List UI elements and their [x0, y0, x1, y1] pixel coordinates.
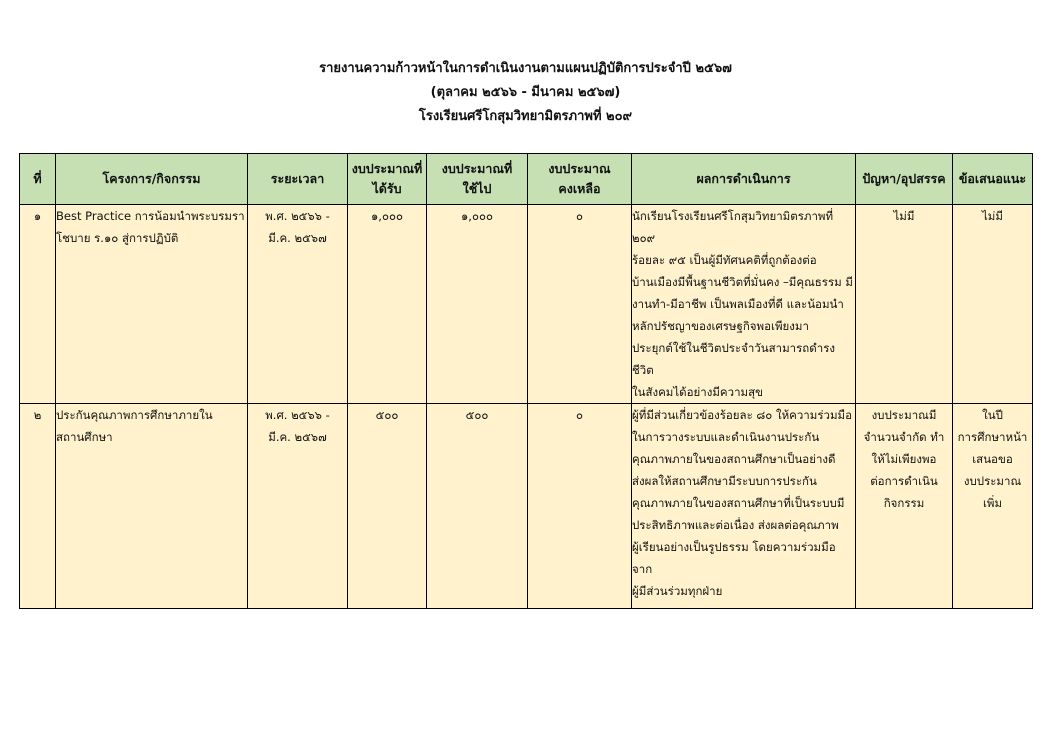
row-suggestions: ไม่มี: [953, 205, 1033, 404]
header-budget-remaining: งบประมาณ คงเหลือ: [528, 154, 632, 205]
table-row: [20, 205, 1033, 404]
progress-table: [19, 153, 1033, 609]
header-project: โครงการ/กิจกรรม: [56, 154, 248, 205]
row-budget-used: ๕๐๐: [427, 404, 528, 609]
title-line-1: รายงานความก้าวหน้าในการดำเนินงานตามแผนปฏิบัติการประจำปี ๒๕๖๗: [319, 61, 732, 76]
header-budget-received: งบประมาณที่ ได้รับ: [348, 154, 427, 205]
table-header-row: [20, 154, 1033, 205]
title-line-2: (ตุลาคม ๒๕๖๖ - มีนาคม ๒๕๖๗): [430, 85, 621, 100]
row-no: ๒: [20, 404, 56, 609]
row-budget-remaining: ๐: [528, 404, 632, 609]
header-period: ระยะเวลา: [248, 154, 348, 205]
row-budget-remaining: ๐: [528, 205, 632, 404]
row-result: ผู้ที่มีส่วนเกี่ยวข้องร้อยละ ๘๐ ให้ความร่วมมือ ในการวางระบบและดำเนินงานประกัน คุณภาพภายในของสถานศึกษาเป็นอย่างดี ส่งผลให้สถานศึกษามีระบบการประกัน คุณภาพภายในของสถานศึกษาที่เป็นระบบมี ประสิทธิภาพและต่อเนื่อง ส่งผลต่อคุณภาพ ผู้เรียนอย่างเป็นรูปธรรม โดยความร่วมมือจาก ผู้มีส่วนร่วมทุกฝ่าย: [632, 404, 856, 609]
row-budget-received: ๑,๐๐๐: [348, 205, 427, 404]
row-period: พ.ศ. ๒๕๖๖ - มี.ค. ๒๕๖๗: [248, 205, 348, 404]
report-title: [0, 58, 1051, 130]
row-result: นักเรียนโรงเรียนศรีโกสุมวิทยามิตรภาพที่ ๒๐๙ ร้อยละ ๙๕ เป็นผู้มีทัศนคติที่ถูกต้องต่อ บ้านเมืองมีพื้นฐานชีวิตที่มั่นคง –มีคุณธรรม มี งานทำ-มีอาชีพ เป็นพลเมืองที่ดี และน้อมนำ หลักปรัชญาของเศรษฐกิจพอเพียงมา ประยุกต์ใช้ในชีวิตประจำวันสามารถดำรงชีวิต ในสังคมได้อย่างมีความสุข: [632, 205, 856, 404]
title-line-3: โรงเรียนศรีโกสุมวิทยามิตรภาพที่ ๒๐๙: [418, 109, 633, 124]
row-suggestions: ในปี การศึกษาหน้า เสนอขอ งบประมาณ เพิ่ม: [953, 404, 1033, 609]
row-problems: ไม่มี: [856, 205, 953, 404]
header-problems: ปัญหา/อุปสรรค: [856, 154, 953, 205]
row-problems: งบประมาณมี จำนวนจำกัด ทำ ให้ไม่เพียงพอ ต่อการดำเนิน กิจกรรม: [856, 404, 953, 609]
row-project: ประกันคุณภาพการศึกษาภายใน สถานศึกษา: [56, 404, 248, 609]
row-project: Best Practice การน้อมนำพระบรมรา โชบาย ร.๑๐ สู่การปฏิบัติ: [56, 205, 248, 404]
header-suggestions: ข้อเสนอแนะ: [953, 154, 1033, 205]
table-row: [20, 404, 1033, 609]
row-budget-used: ๑,๐๐๐: [427, 205, 528, 404]
row-no: ๑: [20, 205, 56, 404]
header-budget-used: งบประมาณที่ ใช้ไป: [427, 154, 528, 205]
row-budget-received: ๕๐๐: [348, 404, 427, 609]
row-period: พ.ศ. ๒๕๖๖ - มี.ค. ๒๕๖๗: [248, 404, 348, 609]
header-no: ที่: [20, 154, 56, 205]
header-result: ผลการดำเนินการ: [632, 154, 856, 205]
